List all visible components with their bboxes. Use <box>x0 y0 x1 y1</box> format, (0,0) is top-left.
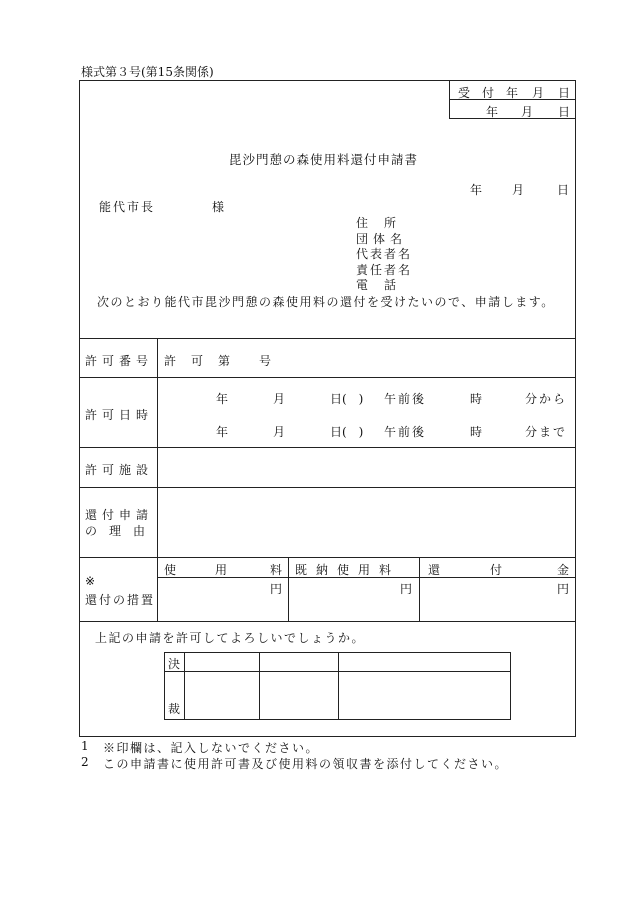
addressee-honorific: 様 <box>212 200 225 214</box>
permit-number-label: 許可番号 <box>85 354 154 368</box>
dt1-month: 月 <box>273 392 286 406</box>
dt1-year: 年 <box>216 392 229 406</box>
decision-col-1 <box>184 652 185 720</box>
reception-tsuke: 付 <box>482 86 495 100</box>
decision-col-2 <box>259 652 260 720</box>
reason-value[interactable] <box>165 495 565 550</box>
permit-number-kyo: 許 <box>164 354 177 368</box>
row-line-5 <box>79 557 576 558</box>
dt1-day: 日( ) <box>330 392 364 406</box>
dt1-ampm: 午前後 <box>384 392 427 406</box>
note-2-number: 2 <box>81 755 89 769</box>
dt2-day: 日( ) <box>330 425 364 439</box>
measures-col-divider-2 <box>419 557 420 621</box>
permit-number-go: 号 <box>259 354 272 368</box>
date-day: 日 <box>557 183 570 197</box>
col-fee-1: 使 <box>164 563 177 577</box>
note-2-text: この申請書に使用許可書及び使用料の領収書を添付してください。 <box>103 757 509 771</box>
field-phone: 電 話 <box>356 278 399 292</box>
label-divider <box>157 338 158 621</box>
permit-number-dai: 第 <box>218 354 231 368</box>
decision-mid <box>164 671 510 672</box>
reception-month-2: 月 <box>521 105 534 119</box>
col-refund-3: 金 <box>557 563 570 577</box>
reception-uke: 受 <box>458 86 471 100</box>
dt2-minute: 分まで <box>525 425 568 439</box>
note-1-number: 1 <box>81 739 89 753</box>
note-1-text: ※印欄は、記入しないでください。 <box>103 741 320 755</box>
form-title: 毘沙門憩の森使用料還付申請書 <box>229 152 419 167</box>
paid-unit: 円 <box>400 582 413 596</box>
frame-right <box>575 80 576 737</box>
frame-top <box>79 80 576 81</box>
decision-col-3 <box>338 652 339 720</box>
col-fee-2: 用 <box>215 563 228 577</box>
decision-char-2: 裁 <box>168 702 181 716</box>
row-line-3 <box>79 447 576 448</box>
dt1-hour: 時 <box>470 392 483 406</box>
decision-left <box>164 652 165 720</box>
date-month: 月 <box>512 183 525 197</box>
dt2-ampm: 午前後 <box>384 425 427 439</box>
field-responsible: 責任者名 <box>356 263 413 277</box>
date-year: 年 <box>470 183 483 197</box>
row-line-6 <box>79 621 576 622</box>
reception-day-2: 日 <box>558 105 571 119</box>
reception-year-2: 年 <box>486 105 499 119</box>
fee-unit: 円 <box>270 582 283 596</box>
measures-mark: ※ <box>85 574 96 588</box>
measures-label: 還付の措置 <box>85 593 156 607</box>
decision-top <box>164 652 510 653</box>
row-line-2 <box>79 377 576 378</box>
reason-label-line2: の 理 由 <box>85 524 146 538</box>
col-refund-2: 付 <box>490 563 503 577</box>
form-number: 様式第３号(第15条関係) <box>81 65 214 79</box>
field-address: 住 所 <box>356 216 399 230</box>
reception-month-1: 月 <box>532 86 545 100</box>
decision-bottom <box>164 719 510 720</box>
reception-day-1: 日 <box>558 86 571 100</box>
measures-col-divider-1 <box>288 557 289 621</box>
row-line-1 <box>79 338 576 339</box>
permit-datetime-label: 許可日時 <box>85 408 154 422</box>
facility-label: 許可施設 <box>85 463 154 477</box>
dt2-hour: 時 <box>470 425 483 439</box>
dt2-year: 年 <box>216 425 229 439</box>
reception-box-bottom <box>449 118 576 119</box>
frame-left <box>79 80 80 737</box>
col-refund-1: 還 <box>428 563 441 577</box>
permit-number-ka: 可 <box>191 354 204 368</box>
facility-value[interactable] <box>165 461 565 477</box>
refund-unit: 円 <box>557 582 570 596</box>
decision-char-1: 決 <box>168 657 181 671</box>
field-organization: 団体名 <box>356 232 408 246</box>
dt1-minute: 分から <box>525 392 568 406</box>
approval-question: 上記の申請を許可してよろしいでしょうか。 <box>95 631 366 645</box>
request-text: 次のとおり能代市毘沙門憩の森使用料の還付を受けたいので、申請します。 <box>97 295 555 309</box>
row-line-4 <box>79 487 576 488</box>
frame-bottom <box>79 736 576 737</box>
col-paid: 既納使用料 <box>295 563 401 577</box>
reason-label-line1: 還付申請 <box>85 508 154 522</box>
dt2-month: 月 <box>273 425 286 439</box>
col-fee-3: 料 <box>270 563 283 577</box>
field-representative: 代表者名 <box>356 247 413 261</box>
addressee-name: 能代市長 <box>99 200 156 214</box>
reception-year-1: 年 <box>506 86 519 100</box>
decision-right <box>510 652 511 720</box>
